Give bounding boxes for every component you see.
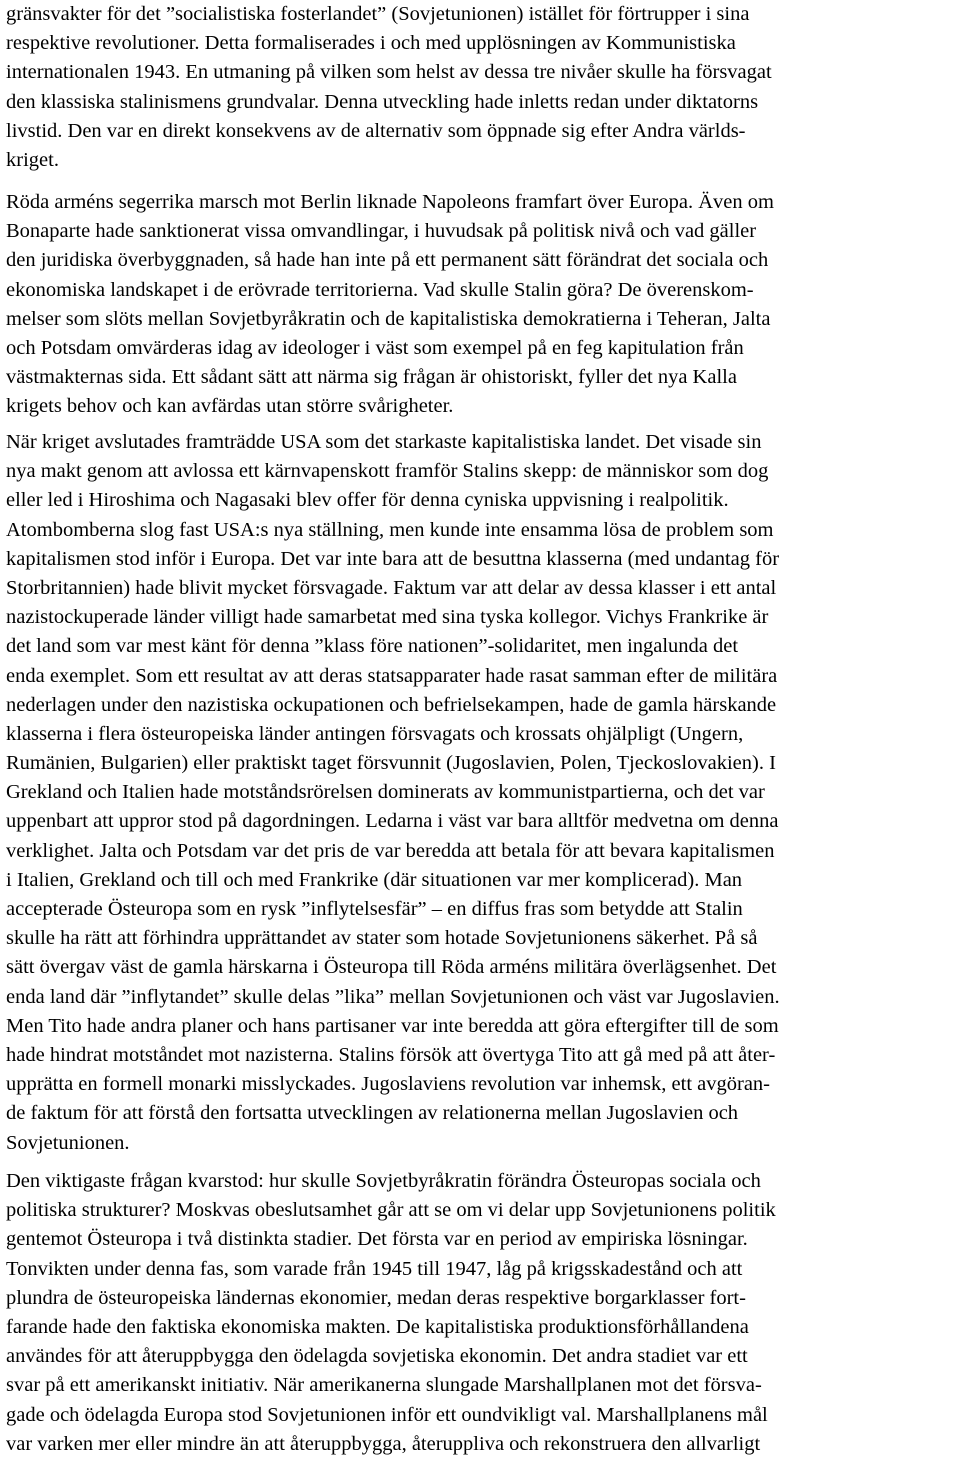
paragraph-2 (6, 188, 774, 422)
text-line: Röda arméns segerrika marsch mot Berlin liknade Napoleons framfart över Europa. Även om (6, 191, 774, 213)
text-line: Grekland och Italien hade motståndsrörelsen dominerats av kommunistpartierna, och det var (6, 781, 765, 804)
text-line: svar på ett amerikanskt initiativ. När amerikanerna slungade Marshallplanen mot det försva- (6, 1374, 762, 1397)
text-line: enda land där ”inflytandet” skulle delas ”lika” mellan Sovjetunionen och väst var Jugoslavien. (6, 985, 780, 1008)
text-line: upprätta en formell monarki misslyckades. Jugoslaviens revolution var inhemsk, ett avgöran- (6, 1073, 771, 1096)
text-line: var varken mer eller mindre än att återuppbygga, återuppliva och rekonstruera den allvarligt (6, 1432, 761, 1455)
text-line: verklighet. Jalta och Potsdam var det pris de var beredda att betala för att bevara kapitalismen (6, 839, 775, 862)
text-line: sätt övergav väst de gamla härskarna i Östeuropa till Röda arméns militära överlägsenhet. Det (6, 956, 777, 979)
text-line: den juridiska överbyggnaden, så hade han inte på ett permanent sätt förändrat det sociala och (6, 249, 769, 272)
text-line: ekonomiska landskapet i de erövrade territorierna. Vad skulle Stalin göra? De överenskom- (6, 278, 754, 301)
text-line: enda exemplet. Som ett resultat av att deras statsapparater hade rasat samman efter de militära (6, 664, 778, 687)
text-line: Bonaparte hade sanktionerat vissa omvandlingar, i huvudsak på politisk nivå och vad gäller (6, 220, 757, 243)
text-line: och Potsdam omvärderas idag av ideologer i väst som exempel på en feg kapitulation från (6, 336, 744, 359)
text-line: uppenbart att uppror stod på dagordningen. Ledarna i väst var bara alltför medvetna om denna (6, 810, 779, 833)
paragraph-1 (6, 0, 772, 175)
text-line: nazistockuperade länder villigt hade samarbetat med sina tyska kollegor. Vichys Frankrike är (6, 606, 769, 629)
text-line: Sovjetunionen. (6, 1131, 130, 1154)
text-line: melser som slöts mellan Sovjetbyråkratin och de kapitalistiska demokratierna i Teheran, Jalta (6, 307, 771, 330)
text-line: nya makt genom att avlossa ett kärnvapenskott framför Stalins skepp: de människor som dog (6, 460, 769, 483)
text-line: farande hade den faktiska ekonomiska makten. De kapitalistiska produktionsförhållandena (6, 1315, 749, 1338)
text-line: internationalen 1943. En utmaning på vilken som helst av dessa tre nivåer skulle ha försvagat (6, 61, 772, 84)
text-line: politiska strukturer? Moskvas obeslutsamhet går att se om vi delar upp Sovjetunionens politik (6, 1199, 776, 1222)
text-line: kriget. (6, 148, 59, 171)
text-line: nederlagen under den nazistiska ockupationen och befrielsekampen, hade de gamla härskande (6, 693, 777, 716)
text-line: gränsvakter för det ”socialistiska fosterlandet” (Sovjetunionen) istället för förtrupper i sina (6, 3, 750, 25)
text-line: kapitalismen stod inför i Europa. Det var inte bara att de besuttna klasserna (med undantag för (6, 547, 780, 570)
text-line: skulle ha rätt att förhindra upprättandet av stater som hotade Sovjetunionens säkerhet. På så (6, 927, 758, 950)
text-line: eller led i Hiroshima och Nagasaki blev offer för denna cyniska uppvisning i realpolitik. (6, 489, 729, 512)
text-line: användes för att återuppbygga den ödelagda sovjetiska ekonomin. Det andra stadiet var ett (6, 1345, 748, 1368)
text-line: plundra de östeuropeiska ländernas ekonomier, medan deras respektive borgarklasser fort- (6, 1286, 746, 1309)
text-line: i Italien, Grekland och till och med Frankrike (där situationen var mer komplicerad). Man (6, 868, 743, 891)
text-line: de faktum för att förstå den fortsatta utvecklingen av relationerna mellan Jugoslavien och (6, 1102, 739, 1125)
text-line: klasserna i flera östeuropeiska länder antingen försvagats och krossats ohjälpligt (Ungern, (6, 722, 744, 745)
text-line: Men Tito hade andra planer och hans partisaner var inte beredda att göra eftergifter till de som (6, 1014, 779, 1037)
text-line: respektive revolutioner. Detta formaliserades i och med upplösningen av Kommunistiska (6, 32, 736, 55)
text-line: hade hindrat motståndet mot nazisterna. Stalins försök att övertyga Tito att gå med på att åter- (6, 1043, 776, 1066)
text-line: Den viktigaste frågan kvarstod: hur skulle Sovjetbyråkratin förändra Östeuropas sociala och (6, 1170, 761, 1192)
paragraph-4 (6, 1167, 776, 1459)
text-line: Tonvikten under denna fas, som varade från 1945 till 1947, låg på krigsskadestånd och att (6, 1257, 743, 1280)
text-line: gentemot Östeuropa i två distinkta stadier. Det första var en period av empiriska lösningar. (6, 1228, 748, 1251)
text-line: accepterade Östeuropa som en rysk ”inflytelsesfär” – en diffus fras som betydde att Stalin (6, 898, 743, 920)
paragraph-3 (6, 428, 780, 1158)
text-line: När kriget avslutades framträdde USA som det starkaste kapitalistiska landet. Det visade sin (6, 431, 762, 453)
text-line: västmakternas sida. Ett sådant sätt att närma sig frågan är ohistoriskt, fyller det nya Kalla (6, 366, 737, 389)
text-line: Rumänien, Bulgarien) eller praktiskt taget försvunnit (Jugoslavien, Polen, Tjeckoslovakien). I (6, 752, 776, 775)
text-line: krigets behov och kan avfärdas utan större svårigheter. (6, 395, 454, 418)
text-line: gade och ödelagda Europa stod Sovjetunionen inför ett oundvikligt val. Marshallplanens mål (6, 1403, 768, 1426)
text-line: det land som var mest känt för denna ”klass före nationen”-solidaritet, men ingalunda det (6, 635, 739, 658)
text-line: livstid. Den var en direkt konsekvens av de alternativ som öppnade sig efter Andra världs- (6, 119, 746, 142)
text-line: Storbritannien) hade blivit mycket försvagade. Faktum var att delar av dessa klasser i ett antal (6, 576, 777, 599)
text-line: den klassiska stalinismens grundvalar. Denna utveckling hade inletts redan under diktatorns (6, 90, 759, 113)
text-line: Atombomberna slog fast USA:s nya ställning, men kunde inte ensamma lösa de problem som (6, 518, 774, 541)
